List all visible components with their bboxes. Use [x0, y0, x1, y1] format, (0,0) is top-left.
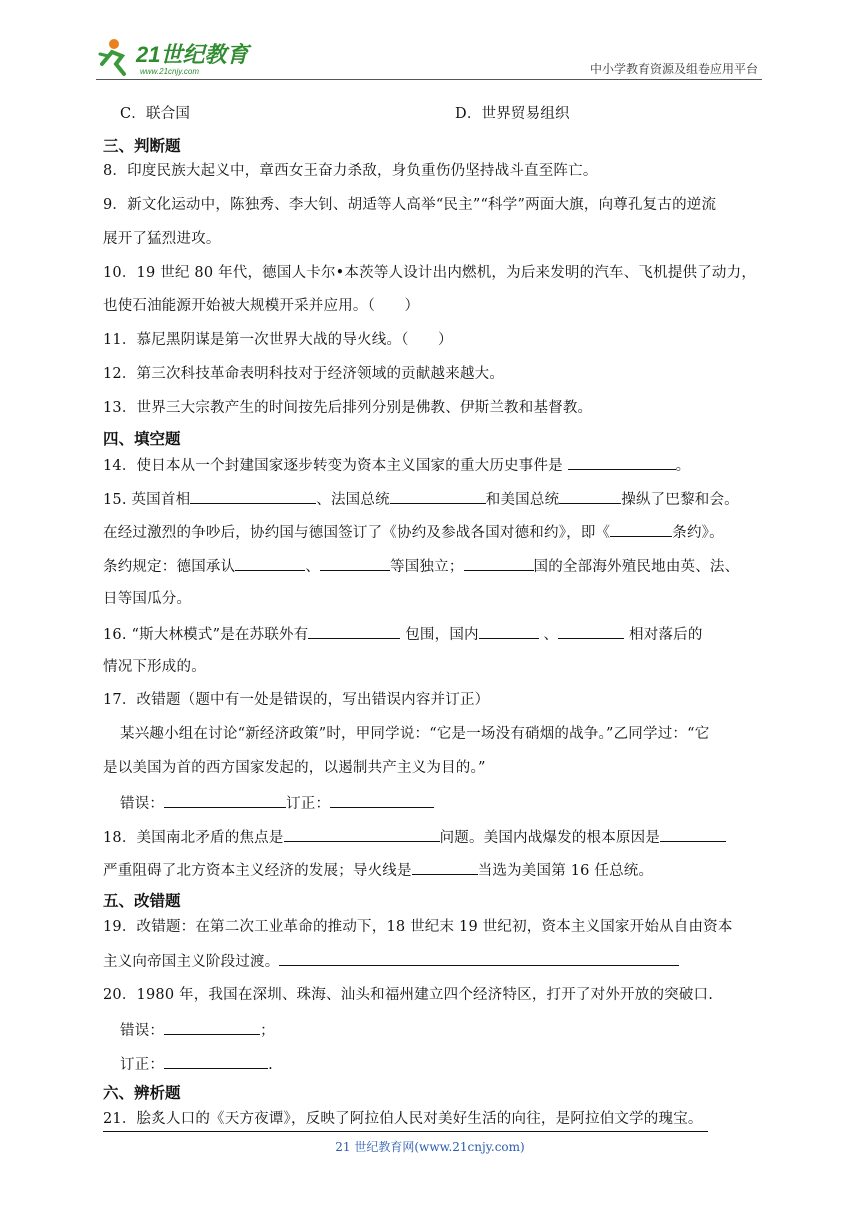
question-15-line1: 15. 英国首相 、法国总统 和美国总统 操纵了巴黎和会。: [103, 488, 739, 510]
site-logo: [96, 34, 256, 80]
platform-title: 中小学教育资源及组卷应用平台: [589, 62, 758, 76]
question-19-line2: 主义向帝国主义阶段过渡。: [103, 950, 679, 972]
header-divider: [96, 79, 762, 80]
runner-logo-icon: [96, 34, 256, 80]
answer-blank[interactable]: [558, 623, 624, 639]
footer-divider: [103, 1131, 708, 1132]
answer-blank[interactable]: [284, 826, 440, 842]
question-16-line2: 情况下形成的。: [103, 659, 206, 675]
question-11: 11．慕尼黑阴谋是第一次世界大战的导火线。（ ）: [103, 332, 453, 348]
answer-blank[interactable]: [308, 623, 400, 639]
correction-blank[interactable]: [330, 792, 434, 808]
answer-blank[interactable]: [610, 521, 672, 537]
section-title-correction: 五、改错题: [103, 892, 181, 910]
answer-blank[interactable]: [320, 555, 390, 571]
question-17-title: 17．改错题（题中有一处是错误的，写出错误内容并订正）: [103, 692, 490, 708]
question-9-line2: 展开了猛烈进攻。: [103, 231, 221, 247]
section-title-judgement: 三、判断题: [103, 137, 181, 155]
question-20-error: 错误： ；: [120, 1019, 275, 1041]
answer-blank[interactable]: [559, 488, 621, 504]
answer-blank[interactable]: [568, 454, 676, 470]
question-15-line2: 在经过激烈的争吵后，协约国与德国签订了《协约及参战各国对德和约》，即《 条约》。: [103, 521, 724, 543]
option-c: C．联合国: [120, 106, 191, 122]
logo-url: www.21cnjy.com: [140, 67, 199, 76]
question-9-line1: 9．新文化运动中，陈独秀、李大钊、胡适等人高举“民主”“科学”两面大旗，向尊孔复古的逆流: [103, 197, 717, 213]
section-title-analysis: 六、辨析题: [103, 1084, 181, 1102]
question-16-line1: 16. “斯大林模式”是在苏联外有 包围，国内 、 相对落后的: [103, 623, 703, 645]
question-14: 14．使日本从一个封建国家逐步转变为资本主义国家的重大历史事件是 。: [103, 454, 690, 476]
question-15-line4: 日等国瓜分。: [103, 591, 192, 607]
logo-text: 21世纪教育: [136, 42, 249, 67]
footer-text: 21 世纪教育网(www.21cnjy.com): [335, 1140, 525, 1154]
correction-blank[interactable]: [164, 1053, 268, 1069]
question-20-correction: 订正： .: [120, 1053, 273, 1075]
question-17-answer: 错误： 订正：: [120, 792, 434, 814]
answer-blank[interactable]: [235, 555, 305, 571]
option-d: D．世界贸易组织: [455, 106, 570, 122]
answer-blank[interactable]: [660, 826, 726, 842]
question-15-line3: 条约规定：德国承认 、 等国独立； 国的全部海外殖民地由英、法、: [103, 555, 739, 577]
question-10-line1: 10．19 世纪 80 年代，德国人卡尔•本茨等人设计出内燃机，为后来发明的汽车、飞机提供了动力，: [103, 265, 757, 281]
question-17-line2: 是以美国为首的西方国家发起的，以遏制共产主义为目的。”: [103, 760, 486, 776]
question-18-line1: 18．美国南北矛盾的焦点是 问题。美国内战爆发的根本原因是: [103, 826, 726, 848]
question-19-line1: 19．改错题：在第二次工业革命的推动下，18 世纪末 19 世纪初，资本主义国家开始从自由资本: [103, 919, 733, 935]
answer-blank[interactable]: [190, 488, 316, 504]
answer-blank[interactable]: [479, 623, 539, 639]
question-12: 12．第三次科技革命表明科技对于经济领域的贡献越来越大。: [103, 366, 505, 382]
question-17-line1: 某兴趣小组在讨论“新经济政策”时，甲同学说：“它是一场没有硝烟的战争。”乙同学过：“它: [120, 726, 710, 742]
section-title-fill: 四、填空题: [103, 430, 181, 448]
answer-blank[interactable]: [464, 555, 534, 571]
answer-blank[interactable]: [279, 950, 679, 966]
question-20-line1: 20．1980 年，我国在深圳、珠海、汕头和福州建立四个经济特区，打开了对外开放的突破口.: [103, 987, 714, 1003]
error-blank[interactable]: [164, 792, 286, 808]
question-10-line2: 也使石油能源开始被大规模开采并应用。（ ）: [103, 298, 420, 314]
answer-blank[interactable]: [412, 859, 478, 875]
question-18-line2: 严重阻碍了北方资本主义经济的发展；导火线是 当选为美国第 16 任总统。: [103, 859, 653, 881]
question-21: 21．脍炙人口的《天方夜谭》，反映了阿拉伯人民对美好生活的向往，是阿拉伯文学的瑰宝。: [103, 1111, 703, 1127]
question-8: 8．印度民族大起义中，章西女王奋力杀敌，身负重伤仍坚持战斗直至阵亡。: [103, 163, 598, 179]
error-blank[interactable]: [164, 1019, 260, 1035]
question-13: 13．世界三大宗教产生的时间按先后排列分别是佛教、伊斯兰教和基督教。: [103, 400, 593, 416]
answer-blank[interactable]: [390, 488, 486, 504]
